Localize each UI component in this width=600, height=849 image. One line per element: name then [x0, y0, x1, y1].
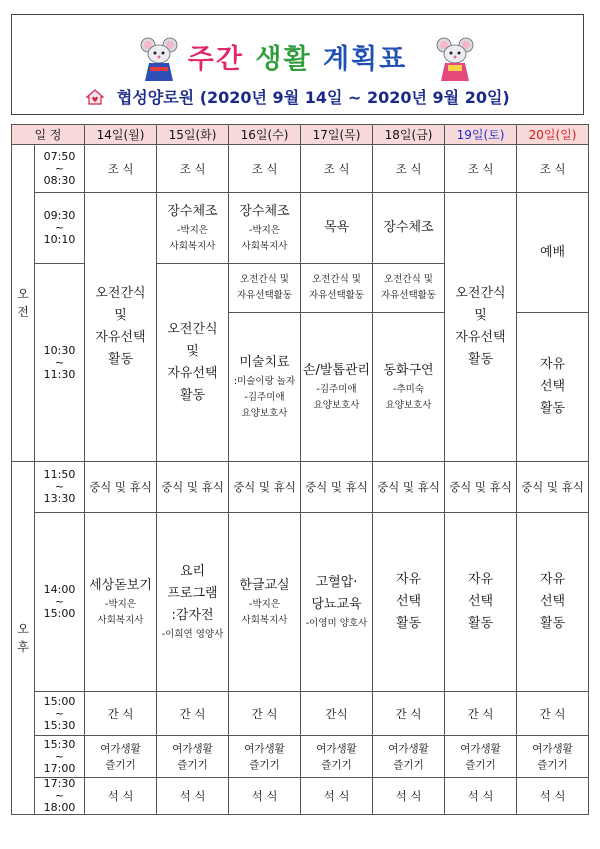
dinner-cell: 석 식: [229, 778, 301, 815]
org-name: 협성양로원: [116, 88, 195, 107]
table-row: [12, 193, 589, 264]
dinner-cell: 석 식: [517, 778, 589, 815]
activity-title: 장수체조: [167, 204, 218, 219]
activity-cell-mon-1400: [85, 513, 157, 692]
table-row: [12, 513, 589, 692]
day-header: 17일(목): [301, 125, 373, 145]
dinner-cell: 석 식: [445, 778, 517, 815]
day-header: 16일(수): [229, 125, 301, 145]
table-row: [12, 736, 589, 778]
activity-cell-tue-1030: 오전간식 및 자유선택 활동: [157, 264, 229, 462]
staff-note: -박지은 사회복지사: [241, 225, 288, 252]
period-am: 오 전: [12, 145, 35, 462]
activity-title: 한글교실: [239, 578, 290, 593]
period-pm: 오 후: [12, 462, 35, 815]
dinner-cell: 석 식: [157, 778, 229, 815]
leisure-cell: 여가생활 즐기기: [445, 736, 517, 778]
staff-note: -이희연 영양사: [161, 629, 224, 640]
dinner-cell: 석 식: [301, 778, 373, 815]
lunch-cell: 중식 및 휴식: [373, 462, 445, 513]
activity-cell-thu-1030: [301, 313, 373, 462]
day-header-sunday: 20일(일): [517, 125, 589, 145]
snack-cell: 간식: [301, 692, 373, 736]
leisure-cell: 여가생활 즐기기: [301, 736, 373, 778]
snack-cell: 간 식: [157, 692, 229, 736]
dinner-cell: 석 식: [85, 778, 157, 815]
free-activity-cell: 자유 선택 활동: [445, 513, 517, 692]
time-cell: 17:30 ~ 18:00: [35, 778, 85, 815]
staff-note: -이영미 양호사: [305, 618, 368, 629]
day-header: 18일(금): [373, 125, 445, 145]
free-activity-cell: 자유 선택 활동: [373, 513, 445, 692]
time-cell: 10:30 ~ 11:30: [35, 264, 85, 462]
leisure-cell: 여가생활 즐기기: [229, 736, 301, 778]
table-row: [12, 778, 589, 815]
activity-cell-fri-1030: [373, 313, 445, 462]
time-cell: 15:00 ~ 15:30: [35, 692, 85, 736]
breakfast-cell: 조 식: [301, 145, 373, 193]
breakfast-cell: 조 식: [229, 145, 301, 193]
time-cell: 07:50 ~ 08:30: [35, 145, 85, 193]
table-row: [12, 145, 589, 193]
lunch-cell: 중식 및 휴식: [85, 462, 157, 513]
lunch-cell: 중식 및 휴식: [229, 462, 301, 513]
table-row: [12, 692, 589, 736]
time-cell: 09:30 ~ 10:10: [35, 193, 85, 264]
snack-activity-cell: 오전간식 및 자유선택활동: [229, 264, 301, 313]
staff-note: -김주미애 요양보호사: [313, 384, 360, 411]
time-cell: 15:30 ~ 17:00: [35, 736, 85, 778]
table-header-row: [12, 125, 589, 145]
activity-cell-fri-0930: 장수체조: [373, 193, 445, 264]
activity-cell-wed-1400: [229, 513, 301, 692]
day-header: 14일(월): [85, 125, 157, 145]
staff-note: -박지은 사회복지사: [241, 599, 288, 626]
activity-cell-sun-0930: 예배: [517, 193, 589, 313]
breakfast-cell: 조 식: [373, 145, 445, 193]
corner-header: 일 정: [12, 125, 85, 145]
lunch-cell: 중식 및 휴식: [301, 462, 373, 513]
dinner-cell: 석 식: [373, 778, 445, 815]
lunch-cell: 중식 및 휴식: [445, 462, 517, 513]
leisure-cell: 여가생활 즐기기: [157, 736, 229, 778]
snack-cell: 간 식: [445, 692, 517, 736]
free-activity-cell: 자유 선택 활동: [517, 513, 589, 692]
breakfast-cell: 조 식: [157, 145, 229, 193]
breakfast-cell: 조 식: [85, 145, 157, 193]
activity-title: 손/발톱관리: [302, 363, 371, 378]
date-range: (2020년 9월 14일 ~ 2020년 9월 20일): [199, 88, 510, 107]
activity-cell-sun-1030: 자유 선택 활동: [517, 313, 589, 462]
day-header: 15일(화): [157, 125, 229, 145]
title-word-2: 생활: [255, 44, 312, 75]
activity-title: 장수체조: [239, 204, 290, 219]
activity-subtitle: :미술이랑 놀자: [233, 376, 296, 387]
leisure-cell: 여가생활 즐기기: [373, 736, 445, 778]
subtitle: [12, 85, 583, 108]
activity-cell-thu-0930: 목욕: [301, 193, 373, 264]
activity-cell-tue-1400: [157, 513, 229, 692]
table-row: [12, 462, 589, 513]
time-cell: 14:00 ~ 15:00: [35, 513, 85, 692]
house-heart-icon: [85, 89, 105, 105]
weekly-schedule-table: [11, 124, 589, 815]
activity-cell-sat-morning: 오전간식 및 자유선택 활동: [445, 193, 517, 462]
leisure-cell: 여가생활 즐기기: [517, 736, 589, 778]
activity-title: 요리 프로그램 :감자전: [167, 564, 218, 623]
snack-activity-cell: 오전간식 및 자유선택활동: [301, 264, 373, 313]
lunch-cell: 중식 및 휴식: [157, 462, 229, 513]
lunch-cell: 중식 및 휴식: [517, 462, 589, 513]
snack-cell: 간 식: [85, 692, 157, 736]
title-word-1: 주간: [187, 44, 244, 75]
activity-cell-wed-1030: [229, 313, 301, 462]
leisure-cell: 여가생활 즐기기: [85, 736, 157, 778]
time-cell: 11:50 ~ 13:30: [35, 462, 85, 513]
staff-note: -박지은 사회복지사: [97, 599, 144, 626]
activity-title: 세상돋보기: [89, 578, 152, 593]
staff-note: -박지은 사회복지사: [169, 225, 216, 252]
activity-title: 동화구연: [383, 363, 434, 378]
page-title: [12, 37, 583, 76]
breakfast-cell: 조 식: [445, 145, 517, 193]
activity-title: 미술치료: [239, 355, 290, 370]
activity-cell-wed-0930: [229, 193, 301, 264]
day-header-saturday: 19일(토): [445, 125, 517, 145]
breakfast-cell: 조 식: [517, 145, 589, 193]
snack-activity-cell: 오전간식 및 자유선택활동: [373, 264, 445, 313]
header-box: [11, 14, 584, 115]
activity-cell-tue-0930: [157, 193, 229, 264]
snack-cell: 간 식: [517, 692, 589, 736]
staff-note: -김주미애 요양보호사: [241, 392, 288, 419]
activity-title: 고혈압· 당뇨교육: [311, 575, 362, 612]
activity-cell-thu-1400: [301, 513, 373, 692]
snack-cell: 간 식: [373, 692, 445, 736]
staff-note: -추미숙 요양보호사: [385, 384, 432, 411]
title-word-3: 계획표: [322, 44, 408, 75]
activity-cell-mon-morning: 오전간식 및 자유선택 활동: [85, 193, 157, 462]
snack-cell: 간 식: [229, 692, 301, 736]
